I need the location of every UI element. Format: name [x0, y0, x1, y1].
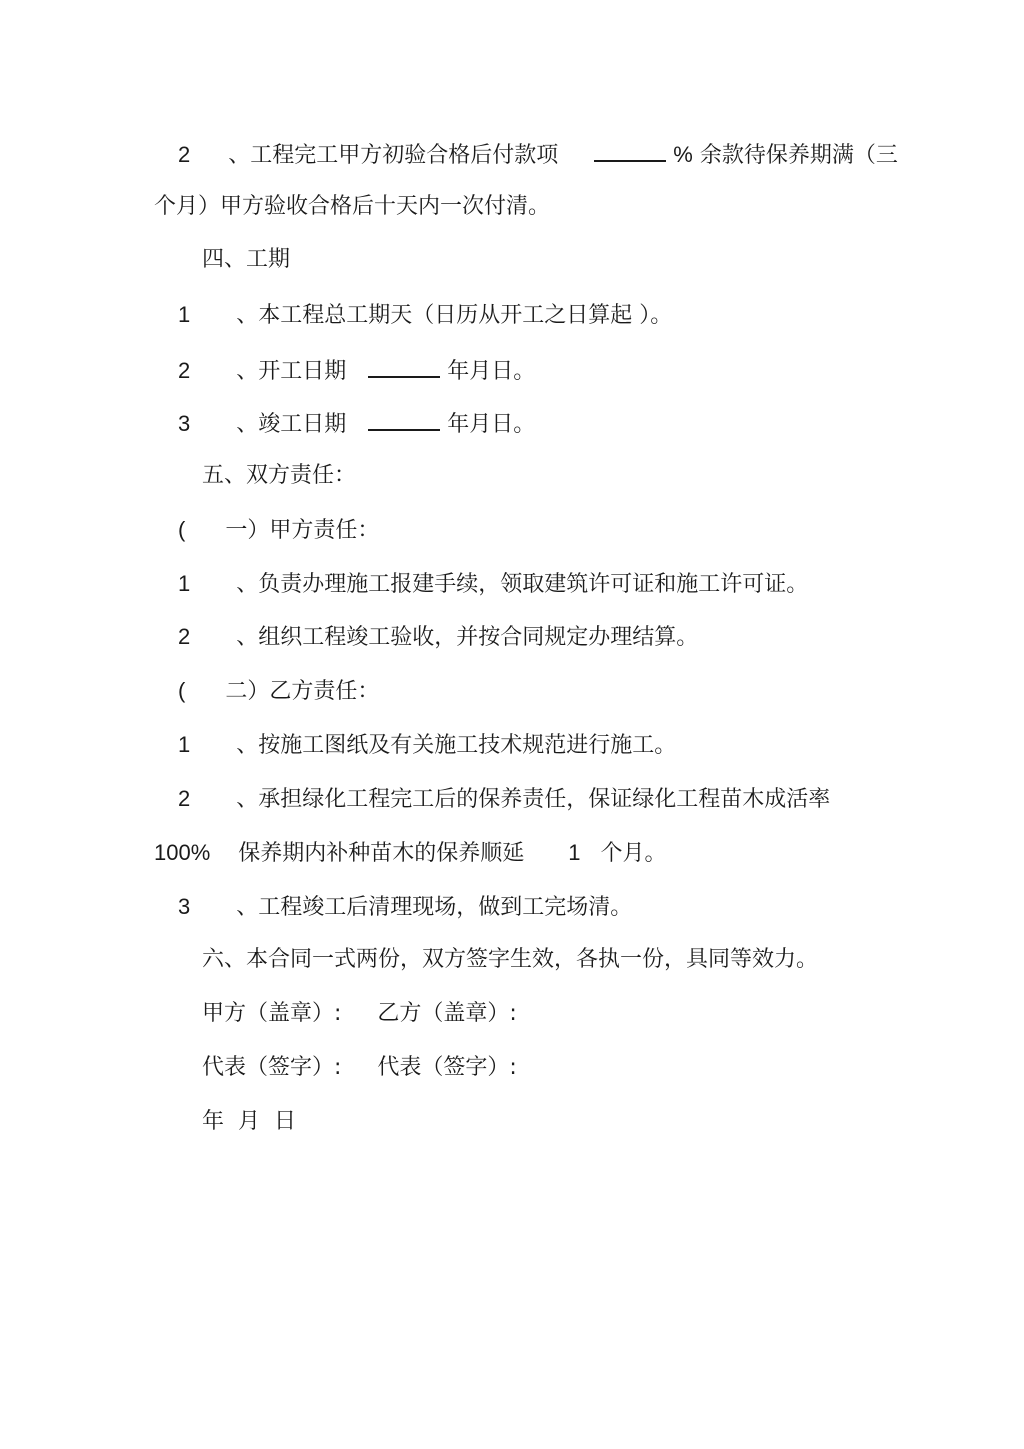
item-number: 1 [178, 571, 191, 596]
extension-unit: 个月。 [600, 841, 667, 866]
payment-line [178, 138, 898, 171]
party-a-item [178, 569, 808, 600]
party-b-item [178, 784, 830, 815]
payment-balance-text: 余款待保养期满（三 [699, 143, 898, 168]
party-a-item-text: 、负责办理施工报建手续，领取建筑许可证和施工许可证。 [236, 572, 809, 597]
item-number: 2 [178, 142, 191, 167]
party-b-item-text: 、承担绿化工程完工后的保养责任，保证绿化工程苗木成活率 [236, 787, 831, 812]
item-number: 3 [178, 894, 191, 919]
section-heading-copies: 六、本合同一式两份，双方签字生效，各执一份，具同等效力。 [202, 947, 819, 972]
party-b-item [178, 730, 676, 761]
payment-text: 、工程完工甲方初验合格后付款项 [228, 143, 559, 168]
extension-months: 1 [568, 840, 581, 865]
party-a-item [178, 622, 698, 653]
payment-continuation: 个月）甲方验收合格后十天内一次付清。 [154, 194, 551, 219]
party-a-heading [178, 515, 379, 546]
party-b-item-text: 、按施工图纸及有关施工技术规范进行施工。 [236, 733, 677, 758]
item-number: 2 [178, 624, 191, 649]
maintenance-extension-text: 保养期内补种苗木的保养顺延 [238, 841, 525, 866]
rep-b-sign-label: 代表（签字）: [377, 1055, 517, 1080]
item-number: 2 [178, 358, 191, 383]
percent-sign: % [673, 142, 693, 167]
item-number: 1 [178, 302, 191, 327]
schedule-item [178, 407, 535, 440]
party-b-item [178, 892, 632, 923]
section-heading-responsibilities: 五、双方责任： [202, 463, 357, 488]
schedule-duration-text: 、本工程总工期天（日历从开工之日算起 ）。 [236, 303, 673, 328]
item-number: 1 [178, 732, 191, 757]
start-date-label: 、开工日期 [236, 359, 347, 384]
survival-rate: 100% [154, 840, 211, 865]
start-date-blank [368, 354, 440, 378]
signature-line [202, 1053, 517, 1083]
party-b-seal-label: 乙方（盖章）: [377, 1001, 517, 1026]
party-b-item-text: 、工程竣工后清理现场，做到工完场清。 [236, 895, 633, 920]
schedule-item [178, 354, 535, 387]
open-paren: ( [178, 517, 186, 542]
party-b-label: 二）乙方责任： [225, 679, 380, 704]
rep-a-sign-label: 代表（签字）: [202, 1055, 342, 1080]
party-b-heading [178, 676, 379, 707]
completion-date-suffix: 年月日。 [447, 412, 536, 437]
party-a-label: 一）甲方责任： [225, 518, 380, 543]
start-date-suffix: 年月日。 [447, 359, 536, 384]
payment-percent-blank [594, 138, 666, 162]
open-paren: ( [178, 678, 186, 703]
schedule-item [178, 300, 672, 331]
party-a-item-text: 、组织工程竣工验收，并按合同规定办理结算。 [236, 625, 699, 650]
completion-date-blank [368, 407, 440, 431]
item-number: 3 [178, 411, 191, 436]
completion-date-label: 、竣工日期 [236, 412, 347, 437]
seal-line [202, 999, 517, 1029]
item-number: 2 [178, 786, 191, 811]
party-a-seal-label: 甲方（盖章）: [202, 1001, 342, 1026]
party-b-continuation [154, 838, 667, 869]
date-line: 年 月 日 [202, 1109, 296, 1134]
section-heading-schedule: 四、工期 [202, 247, 291, 272]
